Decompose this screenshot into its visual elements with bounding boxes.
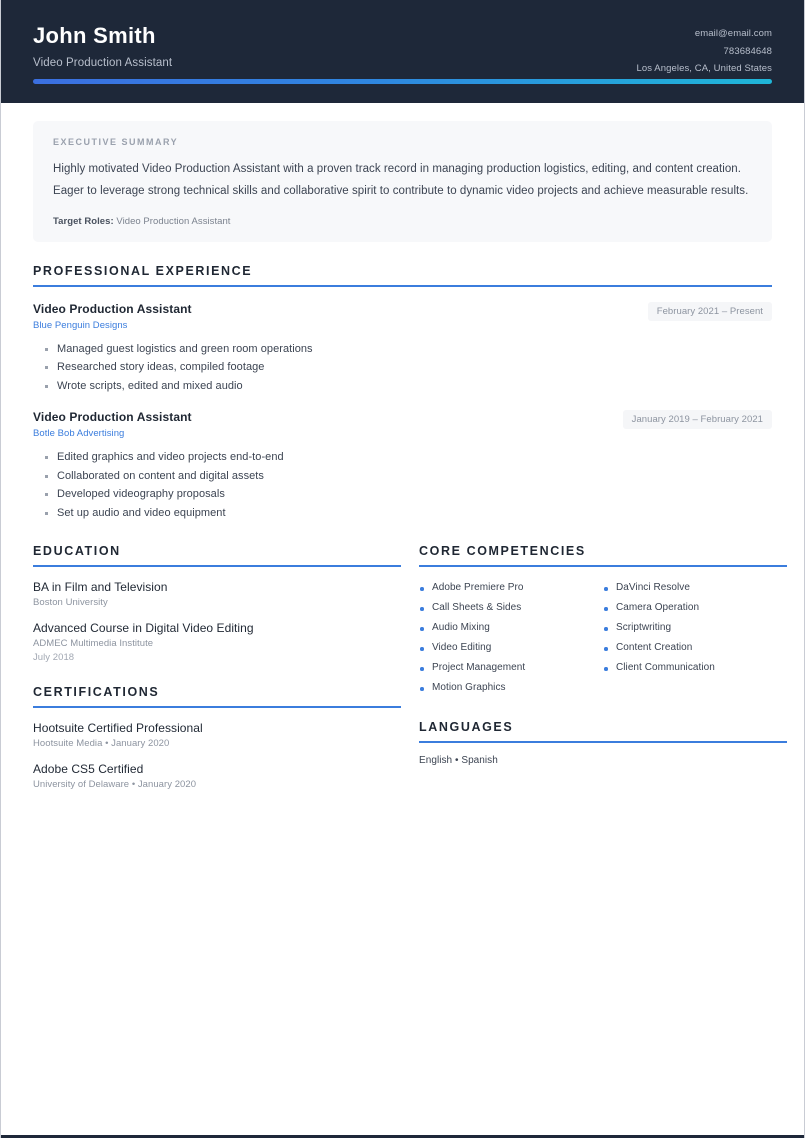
section-title-certifications: CERTIFICATIONS <box>33 685 160 700</box>
competency-item: Project Management <box>419 658 603 678</box>
section-title-experience: PROFESSIONAL EXPERIENCE <box>33 263 253 278</box>
certification-item <box>33 762 401 790</box>
education-date: July 2018 <box>33 652 75 664</box>
section-rule-education <box>33 565 401 567</box>
experience-bullet: Collaborated on content and digital assets <box>33 467 772 485</box>
languages-list: English • Spanish <box>419 755 498 767</box>
header-accent-bar <box>33 79 772 84</box>
education-school: Boston University <box>33 597 108 609</box>
two-column-area <box>33 544 772 790</box>
education-school: ADMEC Multimedia Institute <box>33 638 154 650</box>
experience-identity <box>33 410 192 439</box>
certification-item <box>33 721 401 749</box>
executive-summary-label: EXECUTIVE SUMMARY <box>53 137 179 147</box>
contact-email[interactable]: email@email.com <box>694 28 772 39</box>
competency-item: Client Communication <box>603 658 787 678</box>
experience-job-title: Video Production Assistant <box>33 410 192 425</box>
competency-item: Audio Mixing <box>419 618 603 638</box>
contact-location: Los Angeles, CA, United States <box>636 63 772 75</box>
certification-name: Adobe CS5 Certified <box>33 762 144 777</box>
experience-bullet: Managed guest logistics and green room operations <box>33 340 772 358</box>
section-rule-certifications <box>33 706 401 708</box>
education-item <box>33 580 401 608</box>
header-inner <box>33 22 772 78</box>
target-roles <box>53 216 752 227</box>
resume-header <box>1 0 804 103</box>
experience-date-badge: February 2021 – Present <box>648 302 772 321</box>
experience-bullet: Researched story ideas, compiled footage <box>33 358 772 376</box>
experience-item <box>33 410 772 522</box>
education-degree: Advanced Course in Digital Video Editing <box>33 621 254 636</box>
competency-column-right <box>603 578 787 698</box>
right-column <box>419 544 787 790</box>
competency-item: Call Sheets & Sides <box>419 598 603 618</box>
certification-meta: University of Delaware • January 2020 <box>33 779 197 791</box>
section-core-competencies <box>419 544 787 698</box>
experience-header <box>33 410 772 439</box>
identity-block <box>33 22 172 69</box>
experience-item <box>33 302 772 395</box>
experience-bullet: Edited graphics and video projects end-to-end <box>33 448 772 466</box>
resume-body <box>1 103 804 790</box>
section-title-competencies: CORE COMPETENCIES <box>419 544 586 559</box>
section-professional-experience <box>33 264 772 522</box>
contact-block <box>636 22 772 78</box>
competency-column-left <box>419 578 603 698</box>
experience-company[interactable]: Botle Bob Advertising <box>33 428 125 440</box>
target-roles-value: Video Production Assistant <box>116 215 231 227</box>
section-title-education: EDUCATION <box>33 544 121 559</box>
competency-item: DaVinci Resolve <box>603 578 787 598</box>
left-column <box>33 544 401 790</box>
competency-grid <box>419 578 787 698</box>
candidate-name: John Smith <box>33 23 156 48</box>
section-rule-experience <box>33 285 772 287</box>
competency-item: Adobe Premiere Pro <box>419 578 603 598</box>
experience-bullet: Developed videography proposals <box>33 485 772 503</box>
competency-item: Content Creation <box>603 638 787 658</box>
experience-date-badge: January 2019 – February 2021 <box>623 410 772 429</box>
education-item <box>33 621 401 663</box>
competency-item: Video Editing <box>419 638 603 658</box>
section-certifications <box>33 685 401 790</box>
candidate-headline: Video Production Assistant <box>33 56 173 69</box>
section-education <box>33 544 401 663</box>
section-rule-competencies <box>419 565 787 567</box>
competency-item: Scriptwriting <box>603 618 787 638</box>
experience-company[interactable]: Blue Penguin Designs <box>33 319 128 331</box>
section-languages <box>419 720 787 766</box>
experience-bullet-list <box>33 340 772 395</box>
experience-header <box>33 302 772 331</box>
experience-identity <box>33 302 192 331</box>
section-rule-languages <box>419 741 787 743</box>
experience-bullet: Wrote scripts, edited and mixed audio <box>33 377 772 395</box>
certification-meta: Hootsuite Media • January 2020 <box>33 738 170 750</box>
contact-phone[interactable]: 783684648 <box>723 45 772 57</box>
certification-name: Hootsuite Certified Professional <box>33 721 203 736</box>
experience-bullet: Set up audio and video equipment <box>33 504 772 522</box>
experience-job-title: Video Production Assistant <box>33 301 192 316</box>
executive-summary-text: Highly motivated Video Production Assistant with a proven track record in managing production logistics, editing, and content creation. Eager to leverage strong technical skills and collaborative spirit to contribute to dynamic video projects and achieve measurable results. <box>53 163 749 198</box>
competency-item: Camera Operation <box>603 598 787 618</box>
target-roles-label: Target Roles: <box>53 215 114 227</box>
experience-bullet-list <box>33 448 772 522</box>
executive-summary-card <box>33 121 772 242</box>
section-title-languages: LANGUAGES <box>419 720 514 735</box>
competency-item: Motion Graphics <box>419 678 603 698</box>
education-degree: BA in Film and Television <box>33 580 168 595</box>
